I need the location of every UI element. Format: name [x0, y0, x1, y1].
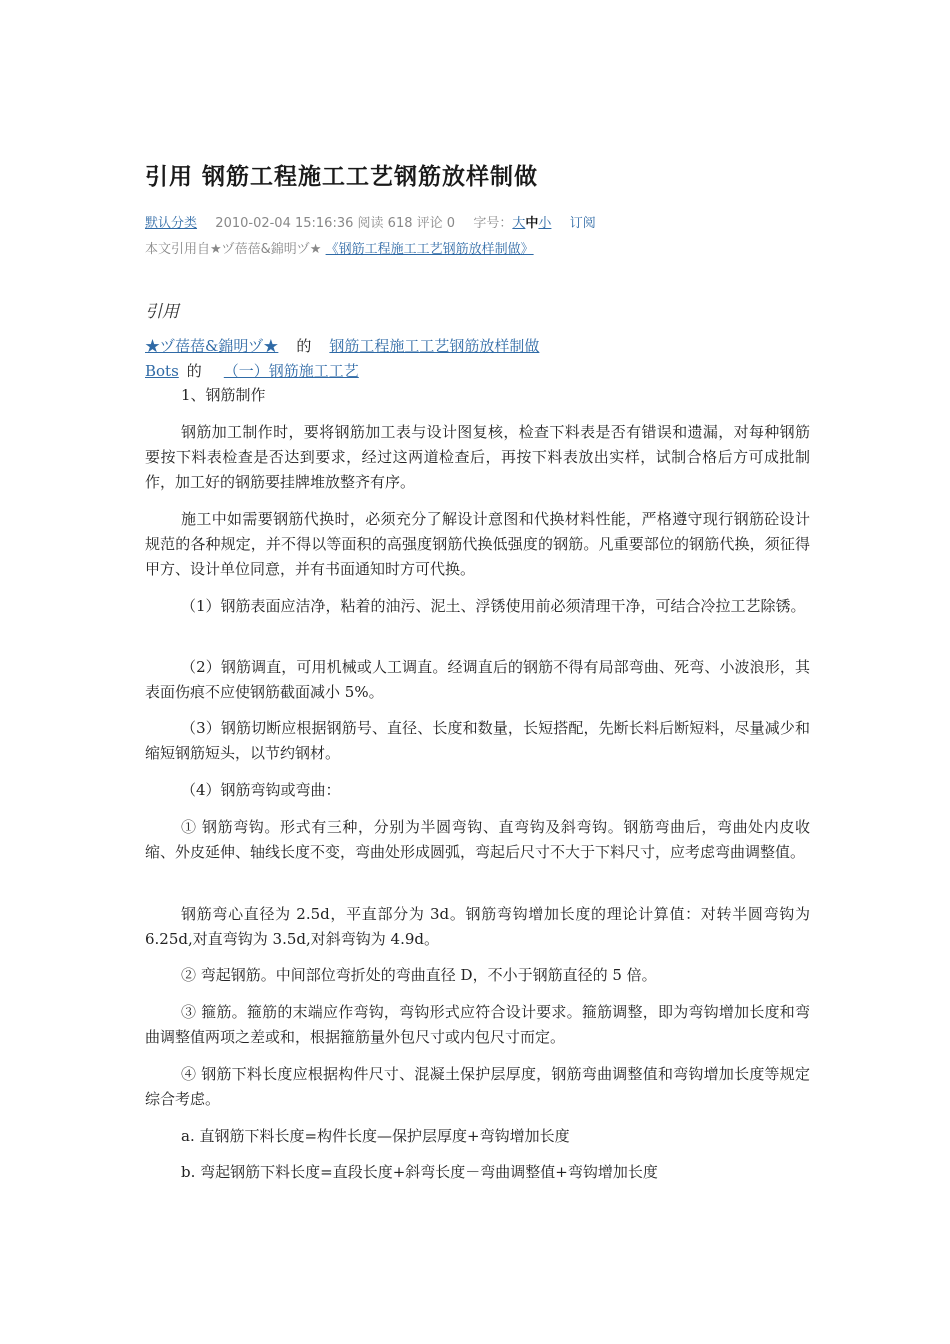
quote-source-line-1 — [145, 335, 539, 356]
quote-title-link-1[interactable]: 钢筋工程施工工艺钢筋放样制做 — [329, 337, 540, 355]
paragraph-13: b. 弯起钢筋下料长度=直段长度+斜弯长度－弯曲调整值+弯钩增加长度 — [181, 1163, 658, 1181]
post-meta — [145, 212, 596, 231]
post-datetime: 2010-02-04 15:16:36 — [215, 216, 354, 231]
paragraph-4: （2）钢筋调直，可用机械或人工调直。经调直后的钢筋不得有局部弯曲、死弯、小波浪形，其表面伤痕不应使钢筋截面减小 5%。 — [145, 658, 810, 701]
quote-title-link-2[interactable]: （一）钢筋施工工艺 — [223, 362, 359, 380]
paragraph-5: （3）钢筋切断应根据钢筋号、直径、长度和数量，长短搭配，先断长料后断短料，尽量减少和缩短钢筋短头，以节约钢材。 — [145, 719, 810, 762]
paragraph-9: ② 弯起钢筋。中间部位弯折处的弯曲直径 D，不小于钢筋直径的 5 倍。 — [181, 966, 657, 984]
page-title: 引用 钢筋工程施工工艺钢筋放样制做 — [145, 164, 539, 190]
quote-source-line-2 — [145, 360, 359, 381]
reference-prefix: 本文引用自★ヅ蓓蓓&錦明ヅ★ — [145, 242, 322, 257]
paragraph-2: 施工中如需要钢筋代换时，必须充分了解设计意图和代换材料性能，严格遵守现行钢筋砼设计规范的各种规定，并不得以等面积的高强度钢筋代换低强度的钢筋。凡重要部位的钢筋代换，须征得甲方、设计单位同意，并有书面通知时方可代换。 — [145, 510, 810, 578]
reference-line — [145, 238, 534, 257]
quote-of-1: 的 — [296, 337, 312, 355]
reference-link[interactable]: 《钢筋工程施工工艺钢筋放样制做》 — [325, 242, 534, 257]
category-link[interactable]: 默认分类 — [145, 216, 198, 231]
font-size-label: 字号： — [473, 216, 513, 231]
comments-label: 评论 — [416, 216, 443, 231]
paragraph-12: a. 直钢筋下料长度=构件长度—保护层厚度+弯钩增加长度 — [181, 1127, 570, 1145]
reads-label: 阅读 — [357, 216, 384, 231]
paragraph-11: ④ 钢筋下料长度应根据构件尺寸、混凝土保护层厚度，钢筋弯曲调整值和弯钩增加长度等规定综合考虑。 — [145, 1065, 810, 1108]
comments-count: 0 — [446, 216, 456, 231]
quote-author-link-2[interactable]: Bots — [145, 362, 179, 380]
font-size-large-link[interactable]: 大 — [512, 216, 526, 231]
reads-count: 618 — [387, 216, 413, 231]
subscribe-link[interactable]: 订阅 — [569, 216, 596, 231]
paragraph-7: ① 钢筋弯钩。形式有三种，分别为半圆弯钩、直弯钩及斜弯钩。钢筋弯曲后，弯曲处内皮收缩、外皮延伸、轴线长度不变，弯曲处形成圆弧，弯起后尺寸不大于下料尺寸，应考虑弯曲调整值。 — [145, 818, 810, 861]
paragraph-8: 钢筋弯心直径为 2.5d，平直部分为 3d。钢筋弯钩增加长度的理论计算值：对转半圆弯钩为 6.25d,对直弯钩为 3.5d,对斜弯钩为 4.9d。 — [145, 905, 810, 948]
paragraph-1: 钢筋加工制作时，要将钢筋加工表与设计图复核，检查下料表是否有错误和遗漏，对每种钢筋要按下料表检查是否达到要求，经过这两道检查后，再按下料表放出实样，试制合格后方可成批制作，加工好的钢筋要挂牌堆放整齐有序。 — [145, 423, 810, 491]
font-size-medium: 中 — [525, 216, 539, 231]
quote-of-2: 的 — [186, 362, 202, 380]
paragraph-3: （1）钢筋表面应洁净，粘着的油污、泥土、浮锈使用前必须清理干净，可结合冷拉工艺除锈。 — [181, 597, 806, 615]
quote-author-link-1[interactable]: ★ヅ蓓蓓&錦明ヅ★ — [145, 337, 279, 355]
font-size-small-link[interactable]: 小 — [538, 216, 552, 231]
section-heading: 1、钢筋制作 — [181, 386, 266, 404]
paragraph-6: （4）钢筋弯钩或弯曲： — [181, 781, 341, 799]
paragraph-10: ③ 箍筋。箍筋的末端应作弯钩，弯钩形式应符合设计要求。箍筋调整，即为弯钩增加长度和弯曲调整值两项之差或和，根据箍筋量外包尺寸或内包尺寸而定。 — [145, 1003, 810, 1046]
quote-label: 引用 — [145, 302, 179, 322]
